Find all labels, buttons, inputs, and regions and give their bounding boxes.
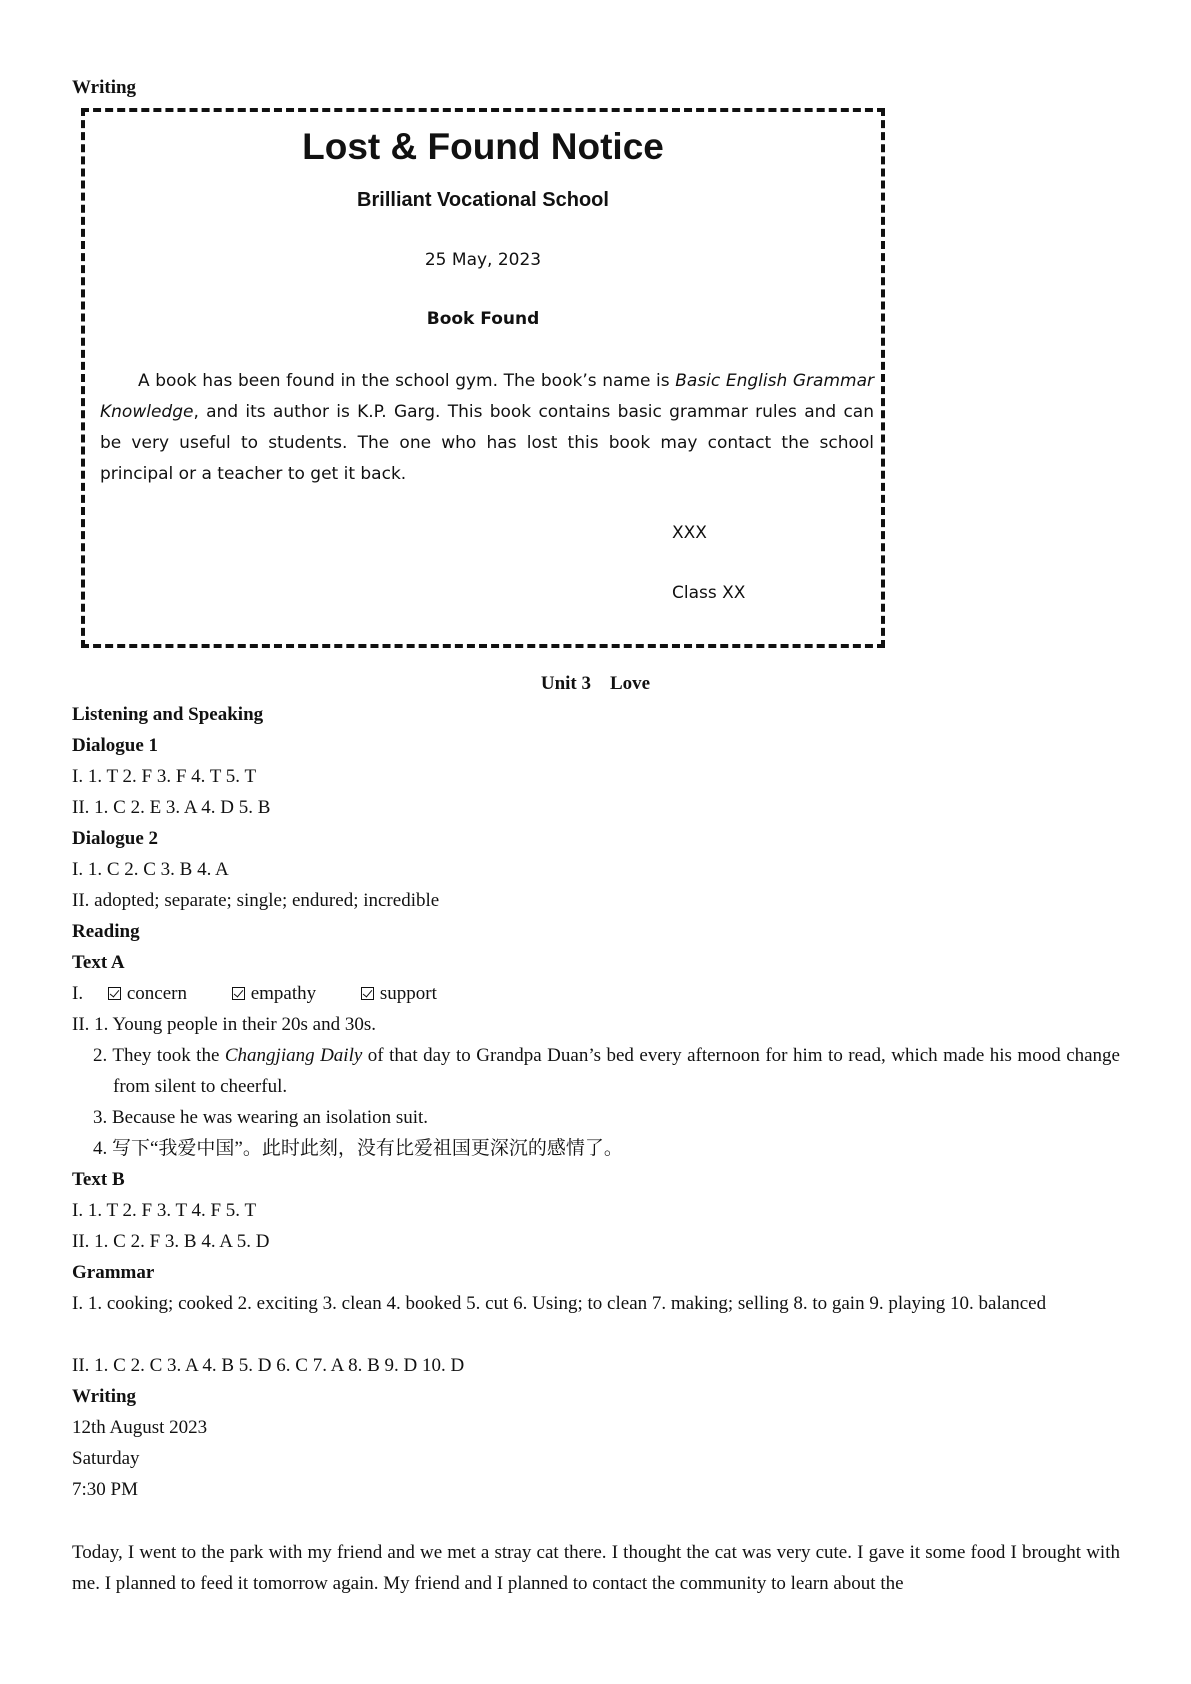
textA-checklist [72,978,437,1009]
check-item [108,983,187,1004]
dialogue2-answers-2: II. adopted; separate; single; endured; incredible [72,890,440,911]
textB-answers-1: I. 1. T 2. F 3. T 4. F 5. T [72,1200,257,1221]
textA-i-prefix: I. [72,983,84,1004]
checked-box-icon [108,987,121,1000]
dialogue2-heading: Dialogue 2 [72,828,159,849]
check-item [361,983,437,1004]
check-item [232,983,316,1004]
section-heading-listening: Listening and Speaking [72,704,264,725]
textA-heading: Text A [72,952,125,973]
check-label: support [379,983,437,1004]
notice-heading: Book Found [426,309,540,329]
notice-signer: XXX [672,523,707,543]
checked-box-icon [361,987,374,1000]
section-heading-writing: Writing [72,1386,137,1407]
textA-ii-2 [93,1040,1120,1102]
section-heading-reading: Reading [72,921,140,942]
textA-ii-4: 4. 写下“我爱中国”。此时此刻，没有比爱祖国更深沉的感情了。 [93,1138,623,1159]
notice-book-title: Basic English Grammar Knowledge [100,371,874,422]
dialogue1-heading: Dialogue 1 [72,735,159,756]
checked-box-icon [232,987,245,1000]
section-heading-writing-top: Writing [72,77,137,98]
notice-title: Lost & Found Notice [302,126,664,167]
notice-date: 25 May, 2023 [424,250,542,270]
textB-heading: Text B [72,1169,125,1190]
textA-ii-1: II. 1. Young people in their 20s and 30s. [72,1014,376,1035]
diary-date: 12th August 2023 [72,1417,208,1438]
newspaper-title: Changjiang Daily [224,1045,363,1066]
diary-paragraph: Today, I went to the park with my friend and we met a stray cat there. I thought the cat was very cute. I gave it some food I brought with me. I planned to feed it tomorrow again. My friend and I planned to contact the community to learn about the [72,1542,1120,1594]
grammar-answers-2: II. 1. C 2. C 3. A 4. B 5. D 6. C 7. A 8. B 9. D 10. D [72,1355,465,1376]
diary-time: 7:30 PM [72,1479,138,1500]
notice-body-part2: , and its author is K.P. Garg. This book contains basic grammar rules and can be very useful to students. The one who has lost this book may contact the school principal or a teacher to get it back. [100,402,874,484]
textA-ii-3: 3. Because he was wearing an isolation suit. [93,1107,429,1128]
check-label: concern [126,983,187,1004]
section-heading-grammar: Grammar [72,1262,155,1283]
notice-body [100,366,874,490]
unit-title: Unit 3 Love [540,673,651,694]
dialogue1-answers-2: II. 1. C 2. E 3. A 4. D 5. B [72,797,271,818]
textA-ii-2-a: 2. They took the [93,1045,225,1066]
notice-body-part1: A book has been found in the school gym. The book’s name is [138,371,676,391]
dialogue1-answers-1: I. 1. T 2. F 3. F 4. T 5. T [72,766,257,787]
diary-day: Saturday [72,1448,140,1469]
notice-class: Class XX [672,583,746,603]
textB-answers-2: II. 1. C 2. F 3. B 4. A 5. D [72,1231,270,1252]
dialogue2-answers-1: I. 1. C 2. C 3. B 4. A [72,859,229,880]
grammar-answers-1: I. 1. cooking; cooked 2. exciting 3. clean 4. booked 5. cut 6. Using; to clean 7. making; selling 8. to gain 9. playing 10. balanced [72,1293,1047,1314]
textA-ii-2-b: of that day to Grandpa Duan’s bed every afternoon for him to read, which made his mood change from silent to cheerful. [113,1045,1120,1097]
notice-school: Brilliant Vocational School [357,189,609,211]
check-label: empathy [250,983,317,1004]
